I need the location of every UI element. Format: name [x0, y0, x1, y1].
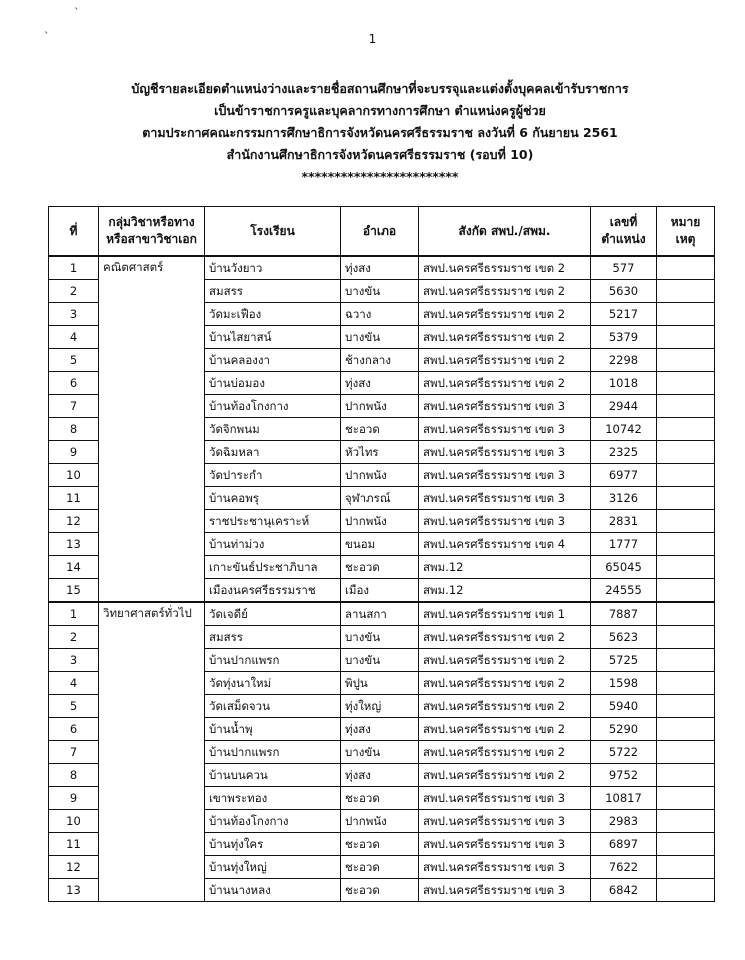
office-cell: สพป.นครศรีธรรมราช เขต 3	[419, 879, 591, 902]
subject-cell	[99, 741, 205, 764]
title-line: ตามประกาศคณะกรรมการศึกษาธิการจังหวัดนครศรีธรรมราช ลงวันที่ 6 กันยายน 2561	[142, 125, 618, 140]
school-cell: วัดปาระกำ	[205, 464, 341, 487]
school-cell: บ้านท้องโกงกาง	[205, 810, 341, 833]
office-cell: สพป.นครศรีธรรมราช เขต 3	[419, 395, 591, 418]
subject-cell	[99, 579, 205, 603]
district-cell: ทุ่งสง	[341, 372, 419, 395]
note-cell	[657, 510, 715, 533]
note-cell	[657, 280, 715, 303]
district-cell: ชะอวด	[341, 418, 419, 441]
table-row	[49, 533, 715, 556]
position-number-cell: 5379	[591, 326, 657, 349]
row-number: 4	[49, 326, 99, 349]
office-cell: สพป.นครศรีธรรมราช เขต 3	[419, 441, 591, 464]
school-cell: เขาพระทอง	[205, 787, 341, 810]
row-number: 11	[49, 487, 99, 510]
school-cell: วัดฉิมหลา	[205, 441, 341, 464]
table-row	[49, 879, 715, 902]
subject-cell	[99, 395, 205, 418]
row-number: 13	[49, 879, 99, 902]
district-cell: ชะอวด	[341, 833, 419, 856]
row-number: 2	[49, 280, 99, 303]
row-number: 7	[49, 741, 99, 764]
subject-cell	[99, 464, 205, 487]
district-cell: ปากพนัง	[341, 810, 419, 833]
header-subject	[99, 207, 205, 257]
school-cell: บ้านท้องโกงกาง	[205, 395, 341, 418]
row-number: 10	[49, 810, 99, 833]
office-cell: สพป.นครศรีธรรมราช เขต 2	[419, 280, 591, 303]
note-cell	[657, 718, 715, 741]
row-number: 8	[49, 764, 99, 787]
office-cell: สพป.นครศรีธรรมราช เขต 2	[419, 718, 591, 741]
subject-cell	[99, 418, 205, 441]
page-number: 1	[368, 32, 377, 46]
row-number: 6	[49, 718, 99, 741]
note-cell	[657, 787, 715, 810]
office-cell: สพป.นครศรีธรรมราช เขต 3	[419, 833, 591, 856]
school-cell: บ้านทุ่งใคร	[205, 833, 341, 856]
position-number-cell: 1598	[591, 672, 657, 695]
office-cell: สพป.นครศรีธรรมราช เขต 2	[419, 764, 591, 787]
district-cell: ฉวาง	[341, 303, 419, 326]
position-number-cell: 5217	[591, 303, 657, 326]
position-number-cell: 5722	[591, 741, 657, 764]
subject-cell	[99, 487, 205, 510]
office-cell: สพป.นครศรีธรรมราช เขต 3	[419, 810, 591, 833]
office-cell: สพป.นครศรีธรรมราช เขต 2	[419, 626, 591, 649]
note-cell	[657, 833, 715, 856]
position-number-cell: 1018	[591, 372, 657, 395]
position-number-cell: 10817	[591, 787, 657, 810]
school-cell: เมืองนครศรีธรรมราช	[205, 579, 341, 603]
position-number-cell: 9752	[591, 764, 657, 787]
subject-cell	[99, 349, 205, 372]
position-number-cell: 6897	[591, 833, 657, 856]
position-number-cell: 24555	[591, 579, 657, 603]
office-cell: สพป.นครศรีธรรมราช เขต 2	[419, 349, 591, 372]
document-title	[60, 78, 700, 188]
position-number-cell: 577	[591, 256, 657, 280]
office-cell: สพป.นครศรีธรรมราช เขต 3	[419, 464, 591, 487]
district-cell: ปากพนัง	[341, 395, 419, 418]
row-number: 7	[49, 395, 99, 418]
note-cell	[657, 395, 715, 418]
table-row	[49, 833, 715, 856]
office-cell: สพป.นครศรีธรรมราช เขต 3	[419, 487, 591, 510]
district-cell: ช้างกลาง	[341, 349, 419, 372]
row-number: 1	[49, 256, 99, 280]
subject-cell	[99, 879, 205, 902]
table-row	[49, 649, 715, 672]
district-cell: ปากพนัง	[341, 510, 419, 533]
note-cell	[657, 372, 715, 395]
table-row	[49, 602, 715, 626]
table-row	[49, 810, 715, 833]
office-cell: สพป.นครศรีธรรมราช เขต 2	[419, 741, 591, 764]
title-line: บัญชีรายละเอียดตำแหน่งว่างและรายชื่อสถานศึกษาที่จะบรรจุและแต่งตั้งบุคคลเข้ารับราชการ	[131, 81, 629, 96]
school-cell: บ้านท่าม่วง	[205, 533, 341, 556]
row-number: 15	[49, 579, 99, 603]
row-number: 11	[49, 833, 99, 856]
subject-cell	[99, 303, 205, 326]
office-cell: สพป.นครศรีธรรมราช เขต 2	[419, 372, 591, 395]
note-cell	[657, 879, 715, 902]
subject-cell	[99, 556, 205, 579]
school-cell: บ้านน้ำพุ	[205, 718, 341, 741]
table-row	[49, 672, 715, 695]
header-position-line: เลขที่	[609, 215, 638, 229]
row-number: 12	[49, 856, 99, 879]
scan-speck: `	[44, 30, 50, 43]
school-cell: บ้านปากแพรก	[205, 649, 341, 672]
header-position-line: ตำแหน่ง	[601, 232, 646, 246]
header-no: ที่	[49, 207, 99, 257]
office-cell: สพป.นครศรีธรรมราช เขต 2	[419, 303, 591, 326]
position-number-cell: 65045	[591, 556, 657, 579]
row-number: 5	[49, 695, 99, 718]
position-number-cell: 10742	[591, 418, 657, 441]
note-cell	[657, 441, 715, 464]
subject-cell	[99, 649, 205, 672]
subject-cell	[99, 833, 205, 856]
title-line: เป็นข้าราชการครูและบุคลากรทางการศึกษา ตำแหน่งครูผู้ช่วย	[214, 103, 546, 118]
row-number: 9	[49, 787, 99, 810]
row-number: 12	[49, 510, 99, 533]
office-cell: สพป.นครศรีธรรมราช เขต 3	[419, 787, 591, 810]
position-number-cell: 1777	[591, 533, 657, 556]
subject-cell	[99, 280, 205, 303]
table-row	[49, 741, 715, 764]
table-row	[49, 718, 715, 741]
school-cell: บ้านบนควน	[205, 764, 341, 787]
district-cell: บางขัน	[341, 626, 419, 649]
table-row	[49, 256, 715, 280]
note-cell	[657, 741, 715, 764]
office-cell: สพม.12	[419, 556, 591, 579]
table-row	[49, 510, 715, 533]
position-number-cell: 6977	[591, 464, 657, 487]
row-number: 6	[49, 372, 99, 395]
table-row	[49, 579, 715, 603]
subject-cell	[99, 810, 205, 833]
row-number: 10	[49, 464, 99, 487]
note-cell	[657, 579, 715, 603]
office-cell: สพป.นครศรีธรรมราช เขต 2	[419, 326, 591, 349]
district-cell: บางขัน	[341, 741, 419, 764]
school-cell: ราชประชานุเคราะห์	[205, 510, 341, 533]
school-cell: บ้านไสยาสน์	[205, 326, 341, 349]
position-number-cell: 7622	[591, 856, 657, 879]
table-row	[49, 787, 715, 810]
row-number: 9	[49, 441, 99, 464]
school-cell: เกาะขันธ์ประชาภิบาล	[205, 556, 341, 579]
table-row	[49, 695, 715, 718]
note-cell	[657, 856, 715, 879]
subject-cell	[99, 764, 205, 787]
position-number-cell: 5725	[591, 649, 657, 672]
district-cell: พิปูน	[341, 672, 419, 695]
note-cell	[657, 764, 715, 787]
position-number-cell: 2983	[591, 810, 657, 833]
district-cell: จุฬาภรณ์	[341, 487, 419, 510]
district-cell: ลานสกา	[341, 602, 419, 626]
table-row	[49, 441, 715, 464]
district-cell: ทุ่งสง	[341, 256, 419, 280]
school-cell: วัดทุ่งนาใหม่	[205, 672, 341, 695]
note-cell	[657, 672, 715, 695]
district-cell: ทุ่งสง	[341, 718, 419, 741]
school-cell: สมสรร	[205, 280, 341, 303]
row-number: 3	[49, 649, 99, 672]
table-body	[49, 256, 715, 902]
position-number-cell: 2298	[591, 349, 657, 372]
note-cell	[657, 810, 715, 833]
table-header-row	[49, 207, 715, 257]
district-cell: ชะอวด	[341, 787, 419, 810]
position-number-cell: 6842	[591, 879, 657, 902]
row-number: 5	[49, 349, 99, 372]
table-row	[49, 418, 715, 441]
note-cell	[657, 602, 715, 626]
school-cell: บ้านทุ่งใหญ่	[205, 856, 341, 879]
district-cell: บางขัน	[341, 649, 419, 672]
district-cell: บางขัน	[341, 280, 419, 303]
note-cell	[657, 256, 715, 280]
note-cell	[657, 487, 715, 510]
note-cell	[657, 303, 715, 326]
office-cell: สพป.นครศรีธรรมราช เขต 2	[419, 695, 591, 718]
office-cell: สพป.นครศรีธรรมราช เขต 3	[419, 418, 591, 441]
header-subject-line: หรือสาขาวิชาเอก	[106, 232, 197, 246]
subject-cell	[99, 787, 205, 810]
note-cell	[657, 649, 715, 672]
school-cell: บ้านวังยาว	[205, 256, 341, 280]
note-cell	[657, 418, 715, 441]
table-row	[49, 280, 715, 303]
header-school: โรงเรียน	[205, 207, 341, 257]
district-cell: ชะอวด	[341, 556, 419, 579]
subject-cell	[99, 372, 205, 395]
position-number-cell: 7887	[591, 602, 657, 626]
row-number: 4	[49, 672, 99, 695]
table-row	[49, 303, 715, 326]
office-cell: สพป.นครศรีธรรมราช เขต 2	[419, 649, 591, 672]
note-cell	[657, 695, 715, 718]
header-position	[591, 207, 657, 257]
row-number: 14	[49, 556, 99, 579]
table-row	[49, 487, 715, 510]
row-number: 1	[49, 602, 99, 626]
school-cell: วัดเสม็ดจวน	[205, 695, 341, 718]
subject-cell: คณิตศาสตร์	[99, 256, 205, 280]
header-note	[657, 207, 715, 257]
district-cell: ชะอวด	[341, 879, 419, 902]
note-cell	[657, 326, 715, 349]
school-cell: วัดเจดีย์	[205, 602, 341, 626]
subject-cell	[99, 441, 205, 464]
office-cell: สพม.12	[419, 579, 591, 603]
table-row	[49, 556, 715, 579]
row-number: 3	[49, 303, 99, 326]
scan-speck: `	[74, 6, 80, 19]
subject-cell	[99, 856, 205, 879]
subject-cell	[99, 326, 205, 349]
subject-cell	[99, 626, 205, 649]
subject-cell	[99, 695, 205, 718]
district-cell: ปากพนัง	[341, 464, 419, 487]
position-number-cell: 2831	[591, 510, 657, 533]
position-number-cell: 5630	[591, 280, 657, 303]
school-cell: วัดมะเฟือง	[205, 303, 341, 326]
table-row	[49, 326, 715, 349]
position-number-cell: 5290	[591, 718, 657, 741]
table-row	[49, 464, 715, 487]
table-row	[49, 395, 715, 418]
office-cell: สพป.นครศรีธรรมราช เขต 4	[419, 533, 591, 556]
office-cell: สพป.นครศรีธรรมราช เขต 1	[419, 602, 591, 626]
header-office: สังกัด สพป./สพม.	[419, 207, 591, 257]
subject-cell: วิทยาศาสตร์ทั่วไป	[99, 602, 205, 626]
district-cell: บางขัน	[341, 326, 419, 349]
office-cell: สพป.นครศรีธรรมราช เขต 3	[419, 856, 591, 879]
title-separator: ************************	[301, 169, 459, 184]
table-row	[49, 626, 715, 649]
district-cell: เมือง	[341, 579, 419, 603]
note-cell	[657, 533, 715, 556]
table-row	[49, 372, 715, 395]
school-cell: บ้านบ่อมอง	[205, 372, 341, 395]
note-cell	[657, 464, 715, 487]
district-cell: ทุ่งสง	[341, 764, 419, 787]
vacancy-table	[48, 206, 715, 902]
district-cell: ชะอวด	[341, 856, 419, 879]
subject-cell	[99, 672, 205, 695]
school-cell: บ้านนางหลง	[205, 879, 341, 902]
row-number: 2	[49, 626, 99, 649]
school-cell: บ้านปากแพรก	[205, 741, 341, 764]
row-number: 13	[49, 533, 99, 556]
title-line: สำนักงานศึกษาธิการจังหวัดนครศรีธรรมราช (รอบที่ 10)	[226, 147, 534, 162]
district-cell: ขนอม	[341, 533, 419, 556]
school-cell: บ้านคลองงา	[205, 349, 341, 372]
header-note-line: หมาย	[670, 215, 701, 229]
school-cell: สมสรร	[205, 626, 341, 649]
header-note-line: เหตุ	[675, 232, 696, 246]
subject-cell	[99, 718, 205, 741]
district-cell: ทุ่งใหญ่	[341, 695, 419, 718]
office-cell: สพป.นครศรีธรรมราช เขต 3	[419, 510, 591, 533]
office-cell: สพป.นครศรีธรรมราช เขต 2	[419, 672, 591, 695]
district-cell: หัวไทร	[341, 441, 419, 464]
position-number-cell: 2325	[591, 441, 657, 464]
position-number-cell: 2944	[591, 395, 657, 418]
header-subject-line: กลุ่มวิชาหรือทาง	[108, 215, 195, 229]
note-cell	[657, 626, 715, 649]
note-cell	[657, 556, 715, 579]
subject-cell	[99, 533, 205, 556]
office-cell: สพป.นครศรีธรรมราช เขต 2	[419, 256, 591, 280]
note-cell	[657, 349, 715, 372]
subject-cell	[99, 510, 205, 533]
position-number-cell: 3126	[591, 487, 657, 510]
table-row	[49, 349, 715, 372]
table-row	[49, 856, 715, 879]
school-cell: วัดจิกพนม	[205, 418, 341, 441]
position-number-cell: 5940	[591, 695, 657, 718]
header-district: อำเภอ	[341, 207, 419, 257]
table-row	[49, 764, 715, 787]
position-number-cell: 5623	[591, 626, 657, 649]
school-cell: บ้านคอพรุ	[205, 487, 341, 510]
row-number: 8	[49, 418, 99, 441]
